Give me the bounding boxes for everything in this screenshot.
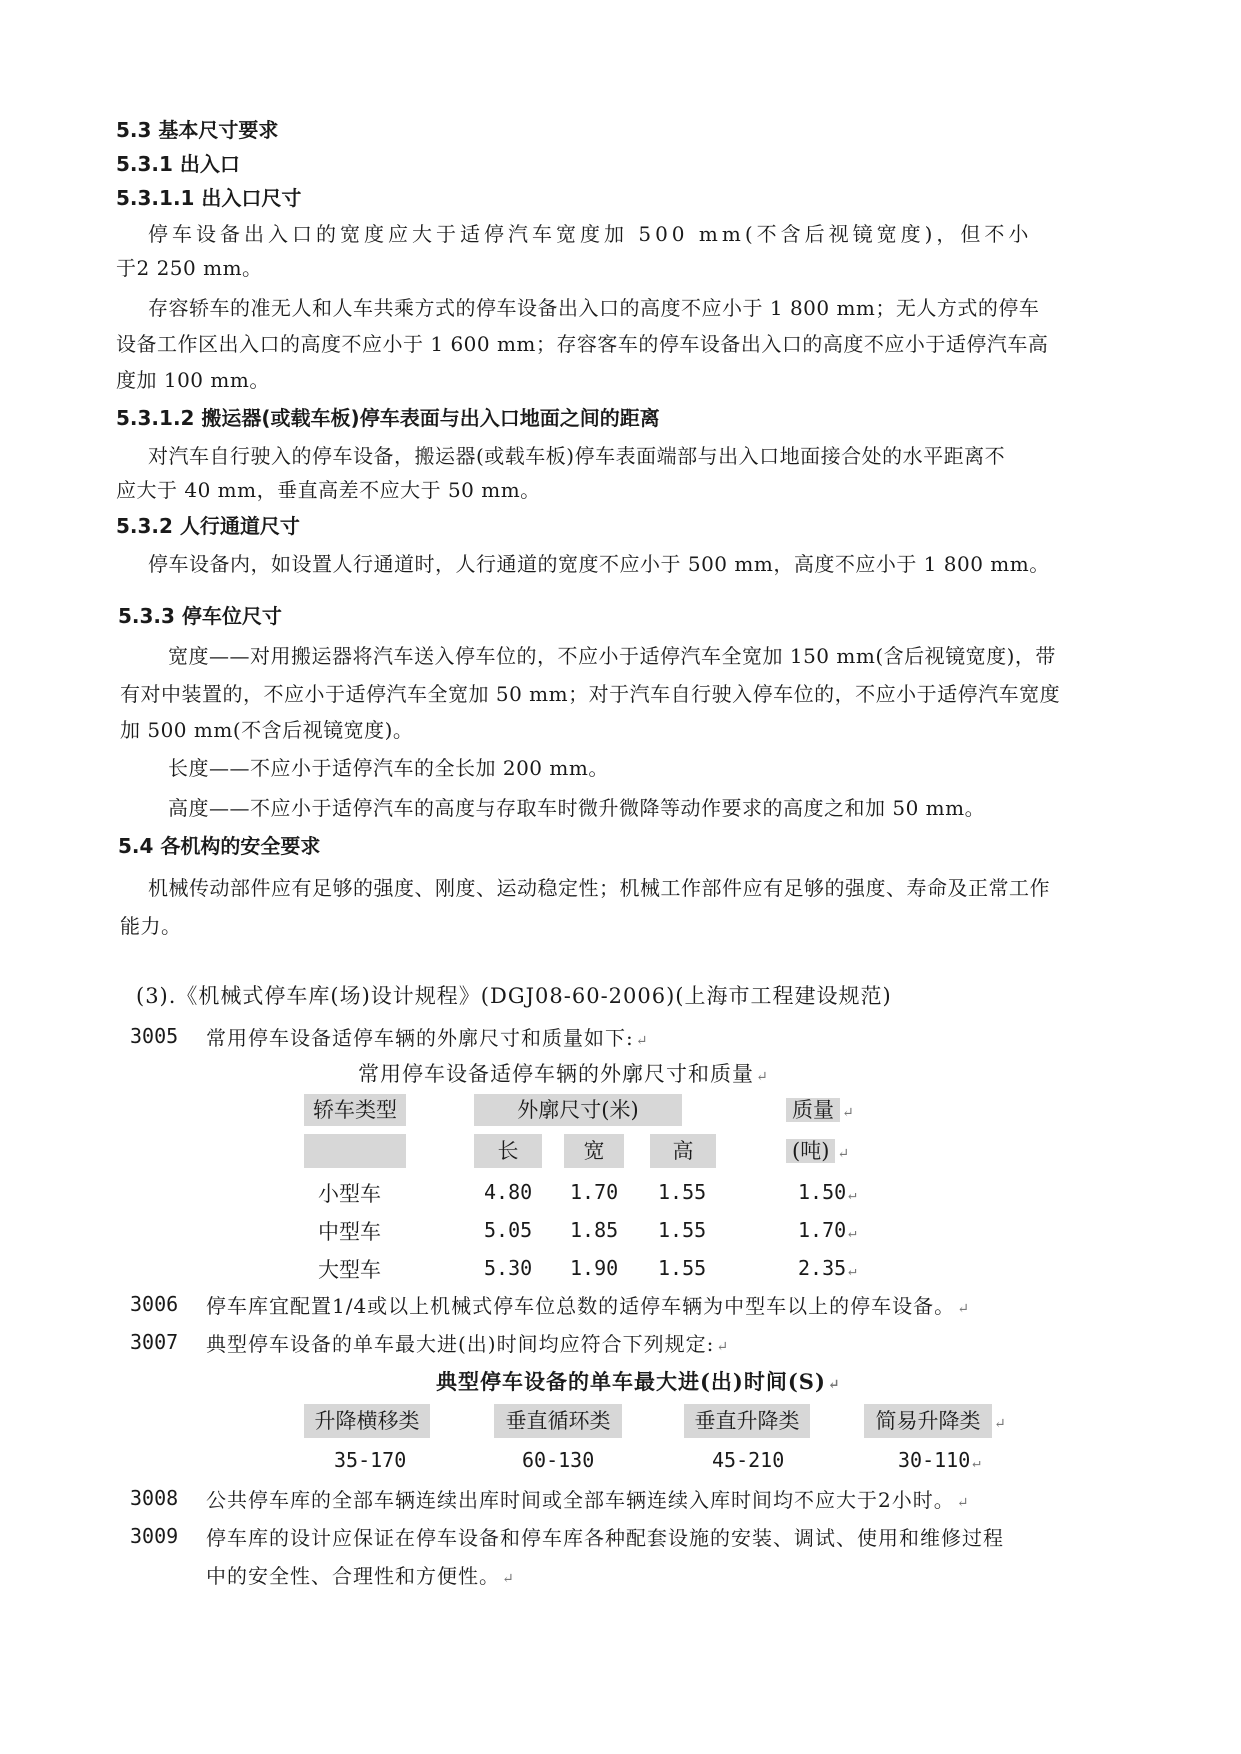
heading-5-3-1-2: 5.3.1.2 搬运器(或载车板)停车表面与出入口地面之间的距离 [116, 406, 660, 430]
heading-5-3-1-1: 5.3.1.1 出入口尺寸 [116, 186, 302, 210]
table-2-header: 简易升降类 [864, 1404, 992, 1438]
table-2-value-last [898, 1448, 981, 1472]
paragraph-line: 度加 100 mm。 [116, 368, 270, 392]
table-2-header: 升降横移类 [304, 1404, 430, 1438]
table-1-header-dims: 外廓尺寸(米) [474, 1094, 682, 1126]
table-1-header-len: 长 [474, 1134, 542, 1168]
clause-text [206, 1328, 729, 1357]
table-1-row-type: 小型车 [318, 1182, 381, 1206]
heading-5-3-2: 5.3.2 人行通道尺寸 [116, 514, 300, 538]
paragraph-line: 停车设备内，如设置人行通道时，人行通道的宽度不应小于 500 mm，高度不应小于 1 800 mm。 [148, 552, 1050, 576]
table-1-row-wid: 1.85 [570, 1218, 619, 1242]
return-mark-icon: ↵ [716, 1339, 730, 1355]
table-2-value: 45-210 [712, 1448, 785, 1472]
paragraph-line: 机械传动部件应有足够的强度、刚度、运动稳定性；机械工作部件应有足够的强度、寿命及正常工作 [148, 876, 1050, 900]
table-2-caption-text: 典型停车设备的单车最大进(出)时间(S) [436, 1369, 826, 1394]
table-2-header: 垂直升降类 [684, 1404, 810, 1438]
table-1-header-hei: 高 [650, 1134, 716, 1168]
clause-number: 3009 [130, 1524, 179, 1548]
table-2-header: 垂直循环类 [494, 1404, 622, 1438]
clause-text [206, 1484, 969, 1513]
table-1-row-mass [798, 1218, 857, 1242]
table-2-caption [436, 1366, 841, 1396]
section-title: (3).《机械式停车库(场)设计规程》(DGJ08-60-2006)(上海市工程建设规范) [136, 984, 892, 1008]
heading-5-4: 5.4 各机构的安全要求 [118, 834, 321, 858]
paragraph-line: 停车设备出入口的宽度应大于适停汽车宽度加 500 mm(不含后视镜宽度)，但不小 [148, 222, 1033, 246]
paragraph-line: 有对中装置的，不应小于适停汽车全宽加 50 mm；对于汽车自行驶入停车位的，不应小于适停汽车宽度 [120, 682, 1061, 706]
table-1-row-len: 4.80 [484, 1180, 533, 1204]
table-2-value: 60-130 [522, 1448, 595, 1472]
clause-3007-text: 典型停车设备的单车最大进(出)时间均应符合下列规定: [206, 1332, 715, 1356]
return-mark-icon: ↵ [635, 1033, 649, 1049]
table-1-header-type: 轿车类型 [304, 1094, 406, 1126]
table-1-header-mass-unit [786, 1134, 849, 1168]
paragraph-line: 于2 250 mm。 [116, 256, 263, 280]
table-1-row-mass [798, 1256, 857, 1280]
clause-number: 3008 [130, 1486, 179, 1510]
clause-3008-text: 公共停车库的全部车辆连续出库时间或全部车辆连续入库时间均不应大于2小时。 [206, 1488, 955, 1512]
table-1-caption-text: 常用停车设备适停车辆的外廓尺寸和质量 [358, 1062, 754, 1086]
return-mark-icon: ↵ [756, 1069, 769, 1085]
table-1-row-type: 中型车 [318, 1220, 381, 1244]
return-mark-icon: ↵ [957, 1301, 970, 1317]
table-2-value: 35-170 [334, 1448, 407, 1472]
clause-text [206, 1290, 970, 1319]
return-mark-icon: ↵ [848, 1225, 857, 1241]
clause-number: 3005 [130, 1024, 179, 1048]
paragraph-line: 宽度——对用搬运器将汽车送入停车位的，不应小于适停汽车全宽加 150 mm(含后视镜宽度)，带 [168, 644, 1056, 668]
table-1-row-mass-text: 2.35 [798, 1256, 847, 1280]
table-1-caption [358, 1058, 769, 1088]
table-1-row-hei: 1.55 [658, 1180, 707, 1204]
table-1-row-mass-text: 1.50 [798, 1180, 847, 1204]
table-2-header-last [864, 1404, 1006, 1438]
heading-5-3: 5.3 基本尺寸要求 [116, 118, 279, 142]
table-1-row-wid: 1.90 [570, 1256, 619, 1280]
clause-number: 3006 [130, 1292, 179, 1316]
table-1-row-mass-text: 1.70 [798, 1218, 847, 1242]
clause-number: 3007 [130, 1330, 179, 1354]
return-mark-icon: ↵ [972, 1455, 981, 1471]
return-mark-icon: ↵ [837, 1146, 850, 1162]
return-mark-icon: ↵ [994, 1416, 1006, 1432]
clause-3009-line2: 中的安全性、合理性和方便性。 [206, 1564, 500, 1588]
return-mark-icon: ↵ [842, 1105, 854, 1121]
table-2-value: 30-110 [898, 1448, 971, 1472]
paragraph-line: 长度——不应小于适停汽车的全长加 200 mm。 [168, 756, 609, 780]
paragraph-line: 高度——不应小于适停汽车的高度与存取车时微升微降等动作要求的高度之和加 50 mm。 [168, 796, 986, 820]
return-mark-icon: ↵ [848, 1187, 857, 1203]
paragraph-line: 加 500 mm(不含后视镜宽度)。 [120, 718, 414, 742]
table-1-row-len: 5.30 [484, 1256, 533, 1280]
clause-text [206, 1022, 648, 1051]
heading-5-3-1: 5.3.1 出入口 [116, 152, 240, 176]
table-1-header-mass [786, 1094, 854, 1126]
table-1-row-hei: 1.55 [658, 1218, 707, 1242]
clause-3009-line1: 停车库的设计应保证在停车设备和停车库各种配套设施的安装、调试、使用和维修过程 [206, 1526, 1004, 1550]
paragraph-line: 对汽车自行驶入的停车设备，搬运器(或载车板)停车表面端部与出入口地面接合处的水平距离不 [148, 444, 1006, 468]
paragraph-line: 存容轿车的准无人和人车共乘方式的停车设备出入口的高度不应小于 1 800 mm；无人方式的停车 [148, 296, 1040, 320]
return-mark-icon: ↵ [502, 1571, 515, 1587]
table-1-row-hei: 1.55 [658, 1256, 707, 1280]
paragraph-line: 能力。 [120, 914, 182, 938]
table-1-row-mass [798, 1180, 857, 1204]
return-mark-icon: ↵ [827, 1377, 841, 1393]
table-1-header-wid: 宽 [564, 1134, 624, 1168]
table-1-row-len: 5.05 [484, 1218, 533, 1242]
return-mark-icon: ↵ [848, 1263, 857, 1279]
paragraph-line: 应大于 40 mm，垂直高差不应大于 50 mm。 [116, 478, 541, 502]
table-1-row-wid: 1.70 [570, 1180, 619, 1204]
clause-text [206, 1560, 515, 1589]
return-mark-icon: ↵ [956, 1495, 970, 1511]
heading-5-3-3: 5.3.3 停车位尺寸 [118, 604, 282, 628]
clause-3005-text: 常用停车设备适停车辆的外廓尺寸和质量如下: [206, 1026, 634, 1050]
table-1-header-type-blank [304, 1134, 406, 1168]
clause-3006-text: 停车库宜配置1/4或以上机械式停车位总数的适停车辆为中型车以上的停车设备。 [206, 1294, 956, 1318]
table-1-header-mass-unit-text: (吨) [786, 1139, 835, 1163]
table-1-header-mass-text: 质量 [786, 1098, 840, 1122]
table-1-row-type: 大型车 [318, 1258, 381, 1282]
paragraph-line: 设备工作区出入口的高度不应小于 1 600 mm；存容客车的停车设备出入口的高度不应小于适停汽车高 [116, 332, 1049, 356]
